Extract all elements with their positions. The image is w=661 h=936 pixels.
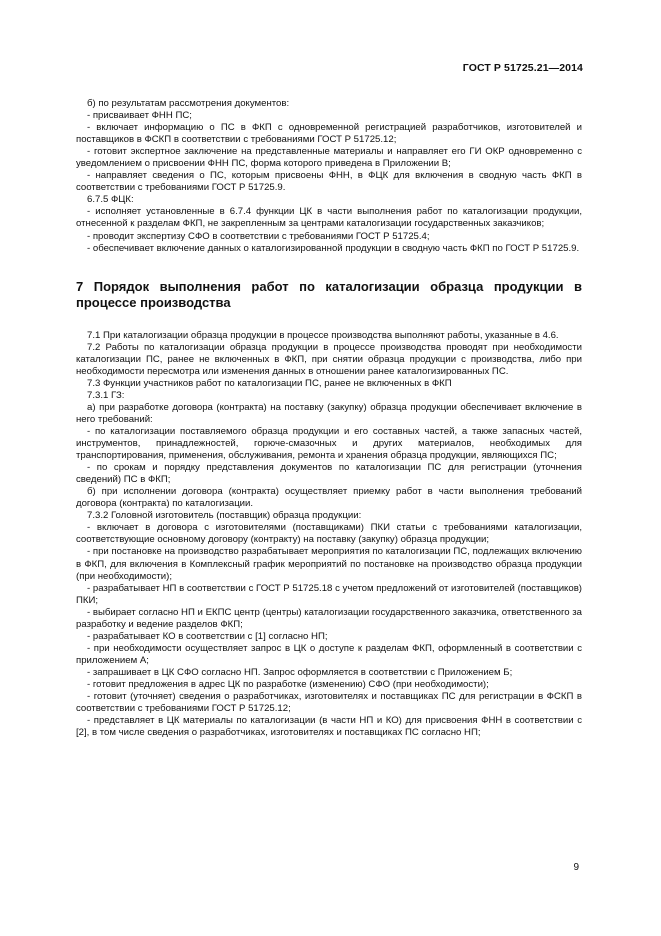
paragraph: - обеспечивает включение данных о каталогизированной продукции в сводную часть ФКП по ГОСТ Р 51725.9. (87, 242, 580, 254)
paragraph: - разрабатывает КО в соответствии с [1] согласно НП; (87, 630, 328, 642)
paragraph: б) при исполнении договора (контракта) осуществляет приемку работ в части выполнения требований договора (контракта) по каталогизации. (76, 486, 582, 510)
paragraph: - исполняет установленные в 6.7.4 функции ЦК в части выполнения работ по каталогизации продукции, отнесенной к разделам ФКП, не закрепленным за центрами каталогизации государственных заказчиков; (76, 206, 582, 230)
paragraph: 7.3.1 ГЗ: (87, 389, 125, 401)
paragraph: - по каталогизации поставляемого образца продукции и его составных частей, а также запасных частей, инструментов, принадлежностей, горюче-смазочных и других материалов, необходимых для транспортирования, применения, обслуживания, ремонта и хранения образца продукции, являющихся ПС; (76, 425, 582, 462)
paragraph: - готовит предложения в адрес ЦК по разработке (изменению) СФО (при необходимости); (87, 678, 489, 690)
page-number: 9 (573, 862, 579, 873)
paragraph: б) по результатам рассмотрения документов: (87, 98, 290, 109)
paragraph: - запрашивает в ЦК СФО согласно НП. Запрос оформляется в соответствии с Приложением Б; (87, 666, 513, 678)
document-header-standard: ГОСТ Р 51725.21—2014 (462, 62, 583, 74)
paragraph: 7.1 При каталогизации образца продукции в процессе производства выполняют работы, указанные в 4.6. (87, 329, 559, 341)
paragraph: - проводит экспертизу СФО в соответствии с требованиями ГОСТ Р 51725.4; (87, 230, 430, 242)
paragraph: а) при разработке договора (контракта) на поставку (закупку) образца продукции обеспечивает включение в него требований: (76, 401, 582, 425)
paragraph: - разрабатывает НП в соответствии с ГОСТ Р 51725.18 с учетом предложений от изготовителей (поставщиков) ПКИ; (76, 582, 582, 606)
paragraph: - присваивает ФНН ПС; (87, 110, 192, 122)
paragraph: 7.3.2 Головной изготовитель (поставщик) образца продукции: (87, 510, 362, 522)
paragraph: - направляет сведения о ПС, которым присвоены ФНН, в ФЦК для включения в сводную часть ФКП в соответствии с требованиями ГОСТ Р 51725.9. (76, 170, 582, 194)
paragraph: 7.3 Функции участников работ по каталогизации ПС, ранее не включенных в ФКП (87, 377, 452, 389)
paragraph: - при необходимости осуществляет запрос в ЦК о доступе к разделам ФКП, оформленный в соответствии с приложением А; (76, 642, 582, 666)
paragraphs-after-section (76, 330, 582, 740)
paragraph: - готовит экспертное заключение на представленные материалы и направляет его ГИ ОКР одновременно с уведомлением о присвоении ФНН ПС, форма которого приведена в Приложении В; (76, 146, 582, 170)
paragraph: - готовит (уточняет) сведения о разработчиках, изготовителях и поставщиках ПС для регистрации в ФСКП в соответствии с требованиями ГОСТ Р 51725.12; (76, 691, 582, 715)
paragraph: - выбирает согласно НП и ЕКПС центр (центры) каталогизации государственного заказчика, ответственного за разработку и ведение разделов ФКП; (76, 606, 582, 630)
paragraph: - по срокам и порядку представления документов по каталогизации ПС для регистрации (уточнения сведений) ПС в ФКП; (76, 462, 582, 486)
paragraph: - представляет в ЦК материалы по каталогизации (в части НП и КО) для присвоения ФНН в соответствии с [2], в том числе сведения о разработчиках, изготовителях и поставщиках ПС согласно НП; (76, 715, 582, 739)
paragraphs-before-section (76, 98, 582, 255)
paragraph: 7.2 Работы по каталогизации образца продукции в процессе производства проводят при необходимости каталогизации ПС, ранее не включенных в ФКП, при снятии образца продукции с производства, либо при необходимости пересмотра или изменения данных в отношении ранее каталогизированных ПС. (76, 341, 582, 377)
paragraph: - включает информацию о ПС в ФКП с одновременной регистрацией разработчиков, изготовителей и поставщиков в ФСКП в соответствии с требованиями ГОСТ Р 51725.12; (76, 122, 582, 146)
document-body (76, 98, 582, 739)
paragraph: - при постановке на производство разрабатывает мероприятия по каталогизации ПС, подлежащих включению в ФКП, для включения в Комплексный график мероприятий по постановке на производство образца продукции (при необходимости); (76, 546, 582, 582)
section-title: 7 Порядок выполнения работ по каталогизации образца продукции в процессе производства (76, 278, 582, 310)
paragraph: - включает в договора с изготовителями (поставщиками) ПКИ статьи с требованиями каталогизации, соответствующие основному договору (контракту) на поставку (закупку) образца продукции; (76, 522, 582, 546)
paragraph: 6.7.5 ФЦК: (87, 194, 134, 206)
